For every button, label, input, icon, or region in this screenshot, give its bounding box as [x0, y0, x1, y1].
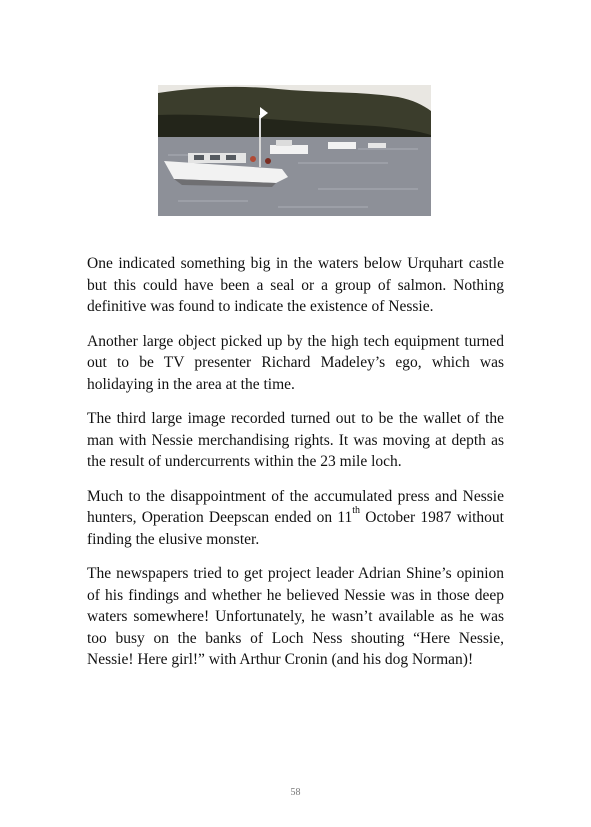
paragraph-urquhart: One indicated something big in the waters below Urquhart castle but this could have been a seal or a group of salmon. Nothing definitive was found to indicate the existence of Nessie.: [87, 255, 504, 315]
paragraph-madeley: Another large object picked up by the high tech equipment turned out to be TV presenter Richard Madeley’s ego, which was holidaying in the area at the time.: [87, 332, 504, 393]
paragraph-deepscan-start: Much to the disappointment of the accumulated press and Nessie hunters, Operation Deepscan ended on 11: [87, 487, 504, 526]
page-number: 58: [290, 787, 301, 798]
body-text: [87, 253, 504, 684]
paragraph-wallet: The third large image recorded turned out to be the wallet of the man with Nessie merchandising rights. It was moving at depth as the result of undercurrents within the 23 mile loch.: [87, 410, 504, 470]
paragraph-deepscan: [87, 486, 504, 551]
date-ordinal-suffix: th: [352, 505, 361, 516]
loch-boats-photo: [158, 85, 431, 216]
paragraph-deepscan-end: October 1987 without finding the elusive monster.: [87, 509, 504, 548]
paragraph-adrian-shine: The newspapers tried to get project leader Adrian Shine’s opinion of his findings and whether he believed Nessie was in those deep waters somewhere! Unfortunately, he wasn’t available as he was too busy on the banks of Loch Ness shouting “Here Nessie, Nessie! Here girl!” with Arthur Cronin (and his dog Norman)!: [87, 565, 504, 668]
